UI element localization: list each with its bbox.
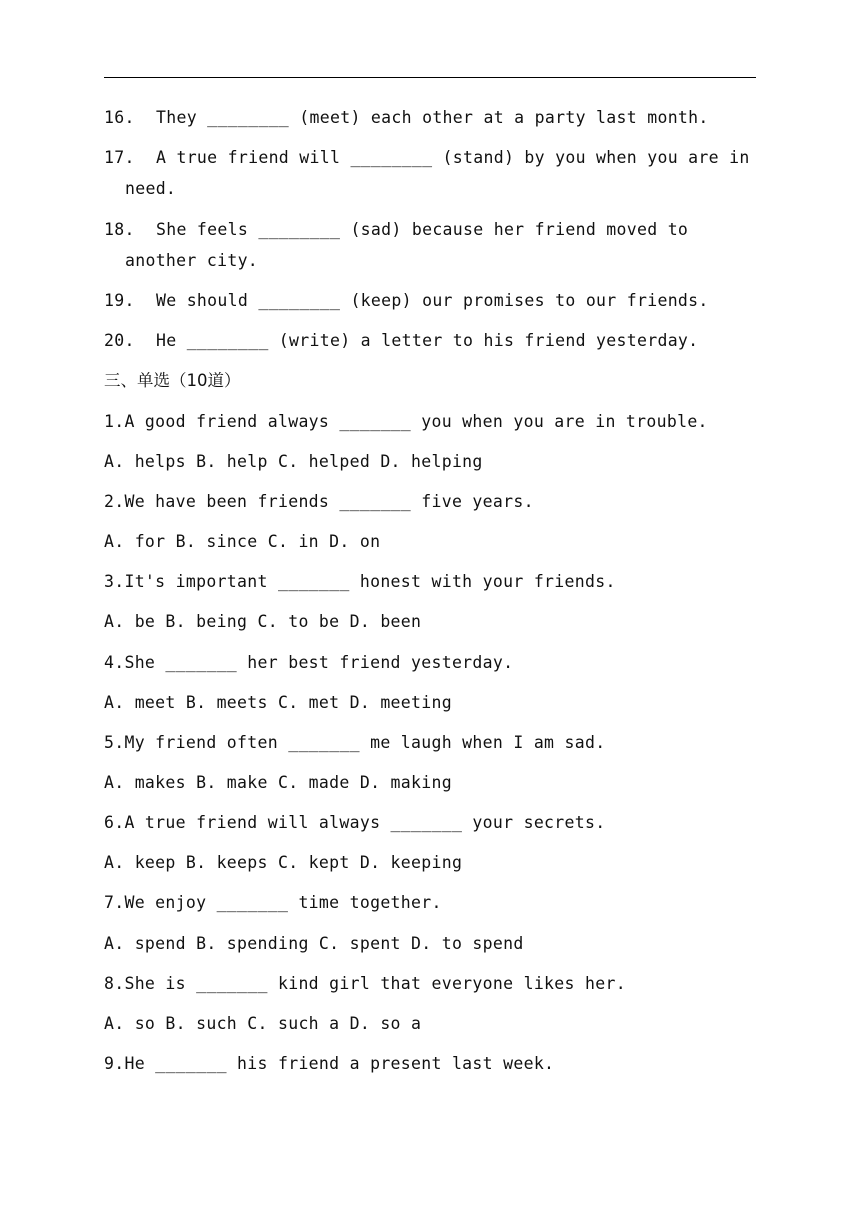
mcq-question-3: 3.It's important _______ honest with your friends.: [104, 572, 616, 591]
mcq-question-5: 5.My friend often _______ me laugh when I am sad.: [104, 733, 606, 752]
fill-question-17-cont: need.: [125, 179, 177, 198]
mcq-question-2: 2.We have been friends _______ five years.: [104, 492, 534, 511]
section-title: 三、单选（10道）: [104, 371, 241, 390]
mcq-options-6: A. keep B. keeps C. kept D. keeping: [104, 853, 463, 872]
fill-question-18-cont: another city.: [125, 251, 259, 270]
mcq-question-7: 7.We enjoy _______ time together.: [104, 893, 442, 912]
mcq-question-1: 1.A good friend always _______ you when you are in trouble.: [104, 412, 708, 431]
fill-question-19: 19. We should ________ (keep) our promises to our friends.: [104, 291, 709, 310]
fill-question-20: 20. He ________ (write) a letter to his friend yesterday.: [104, 331, 699, 350]
mcq-options-1: A. helps B. help C. helped D. helping: [104, 452, 483, 471]
mcq-question-6: 6.A true friend will always _______ your secrets.: [104, 813, 606, 832]
mcq-options-2: A. for B. since C. in D. on: [104, 532, 381, 551]
fill-question-17: 17. A true friend will ________ (stand) by you when you are in: [104, 148, 750, 167]
mcq-options-3: A. be B. being C. to be D. been: [104, 612, 422, 631]
fill-question-16: 16. They ________ (meet) each other at a party last month.: [104, 108, 709, 127]
mcq-options-5: A. makes B. make C. made D. making: [104, 773, 452, 792]
mcq-options-8: A. so B. such C. such a D. so a: [104, 1014, 422, 1033]
mcq-question-4: 4.She _______ her best friend yesterday.: [104, 653, 514, 672]
header-rule: [104, 77, 756, 78]
mcq-options-7: A. spend B. spending C. spent D. to spend: [104, 934, 524, 953]
mcq-question-9: 9.He _______ his friend a present last week.: [104, 1054, 555, 1073]
mcq-question-8: 8.She is _______ kind girl that everyone likes her.: [104, 974, 626, 993]
mcq-options-4: A. meet B. meets C. met D. meeting: [104, 693, 452, 712]
fill-question-18: 18. She feels ________ (sad) because her friend moved to: [104, 220, 689, 239]
